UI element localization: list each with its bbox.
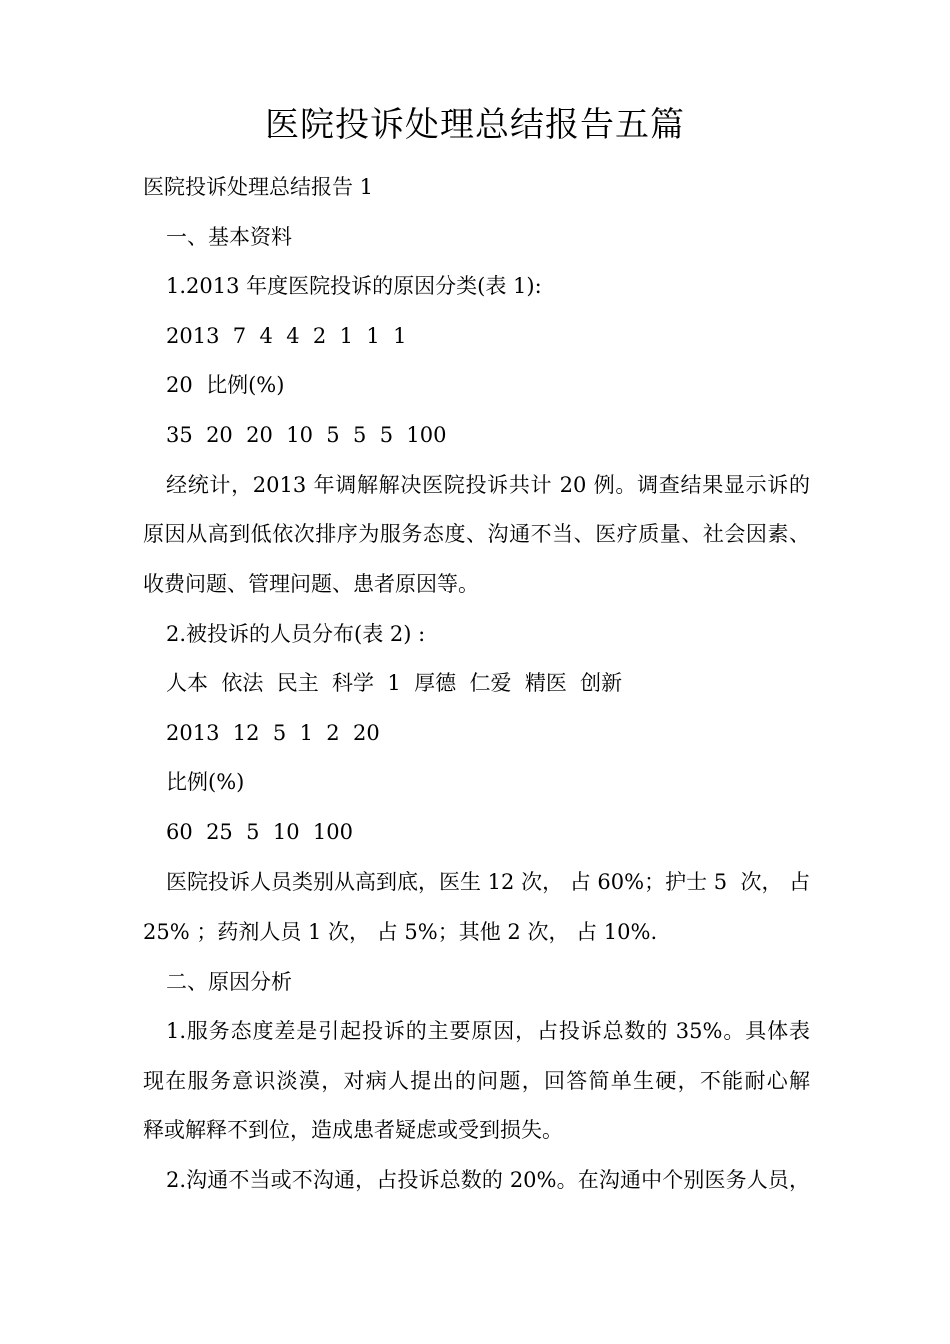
table-2-row: 人本 依法 民主 科学 1 厚德 仁爱 精医 创新: [166, 671, 623, 695]
paragraph-line: 收费问题、管理问题、患者原因等。: [143, 572, 479, 596]
paragraph-line: 2.沟通不当或不沟通，占投诉总数的 20%。在沟通中个别医务人员，: [166, 1168, 810, 1192]
table-2-row: 2013 12 5 1 2 20: [166, 721, 380, 745]
section-heading-basic-info: 一、基本资料: [166, 225, 292, 249]
table-1-row: 35 20 20 10 5 5 5 100: [166, 423, 447, 447]
table-1-row: 2013 7 4 4 2 1 1 1: [166, 324, 407, 348]
paragraph-line: 现在服务意识淡漠，对病人提出的问题，回答简单生硬，不能耐心解: [143, 1069, 810, 1093]
table-1-row: 20 比例(%): [166, 373, 285, 397]
item-heading-complaint-causes: 1.2013 年度医院投诉的原因分类(表 1):: [166, 274, 542, 298]
paragraph-line: 释或解释不到位，造成患者疑虑或受到损失。: [143, 1118, 563, 1142]
section-heading-cause-analysis: 二、原因分析: [166, 970, 292, 994]
document-title: 医院投诉处理总结报告五篇: [265, 105, 685, 145]
paragraph-line: 原因从高到低依次排序为服务态度、沟通不当、医疗质量、社会因素、: [143, 522, 810, 546]
paragraph-line: 医院投诉人员类别从高到底，医生 12 次， 占 60%；护士 5 次， 占: [166, 870, 811, 894]
table-2-row: 比例(%): [166, 770, 245, 794]
paragraph-line: 25% ；药剂人员 1 次， 占 5%；其他 2 次， 占 10%.: [143, 920, 658, 944]
item-heading-staff-distribution: 2.被投诉的人员分布(表 2) :: [166, 622, 426, 646]
table-2-row: 60 25 5 10 100: [166, 820, 354, 844]
paragraph-line: 经统计，2013 年调解解决医院投诉共计 20 例。调查结果显示诉的: [166, 473, 810, 497]
report-subtitle: 医院投诉处理总结报告 1: [143, 175, 374, 199]
paragraph-line: 1.服务态度差是引起投诉的主要原因，占投诉总数的 35%。具体表: [166, 1019, 810, 1043]
